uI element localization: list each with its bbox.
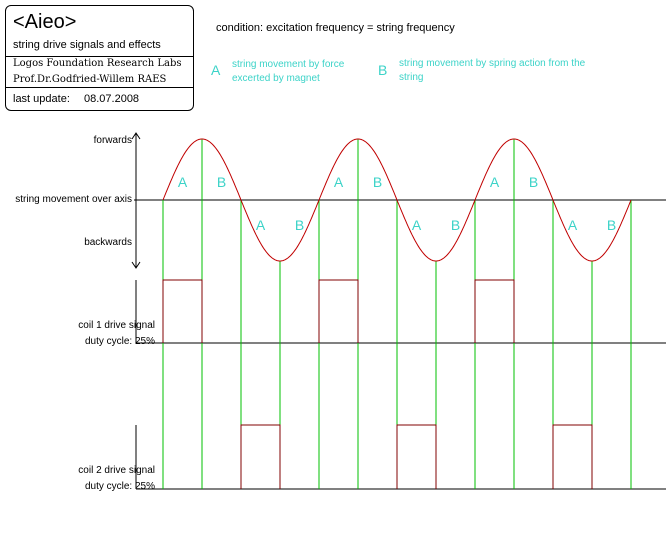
phase-letter-b: B [216,174,227,190]
document-subtitle: string drive signals and effects [13,39,161,51]
document-title: <Aieo> [13,11,77,33]
phase-letter-b: B [606,217,617,233]
coil2-pulse [553,425,592,489]
phase-letter-b: B [528,174,539,190]
coil1-pulse [475,280,514,343]
phase-letter-a: A [411,217,422,233]
legend-b-text-2: string [399,72,424,83]
phase-letter-b: B [450,217,461,233]
phase-letter-a: A [567,217,578,233]
legend-b-letter: B [378,62,388,78]
coil2-label-2: duty cycle: 25% [84,481,155,492]
condition-text: condition: excitation frequency = string frequency [216,22,455,34]
legend-a-text-2: excerted by magnet [232,73,320,84]
last-update-date: 08.07.2008 [84,93,140,105]
phase-letter-a: A [177,174,188,190]
coil1-pulse [163,280,202,343]
legend-a-text-1: string movement by force [232,59,345,70]
organization-name: Logos Foundation Research Labs [13,58,182,69]
phase-letter-b: B [372,174,383,190]
coil2-label-1: coil 2 drive signal [78,465,155,476]
phase-letter-a: A [333,174,344,190]
coil1-label-1: coil 1 drive signal [78,320,155,331]
last-update-label: last update: [13,93,70,105]
backwards-label: backwards [84,237,132,248]
axis-label: string movement over axis [15,194,132,205]
author-name: Prof.Dr.Godfried-Willem RAES [13,74,167,85]
legend-b-text-1: string movement by spring action from the [399,58,586,69]
phase-letter-a: A [489,174,500,190]
coil2-pulse [397,425,436,489]
forwards-label: forwards [93,135,132,146]
coil1-pulse [319,280,358,343]
phase-letter-b: B [294,217,305,233]
phase-letter-a: A [255,217,266,233]
legend-a-letter: A [211,62,221,78]
coil1-label-2: duty cycle: 25% [84,336,155,347]
coil2-pulse [241,425,280,489]
